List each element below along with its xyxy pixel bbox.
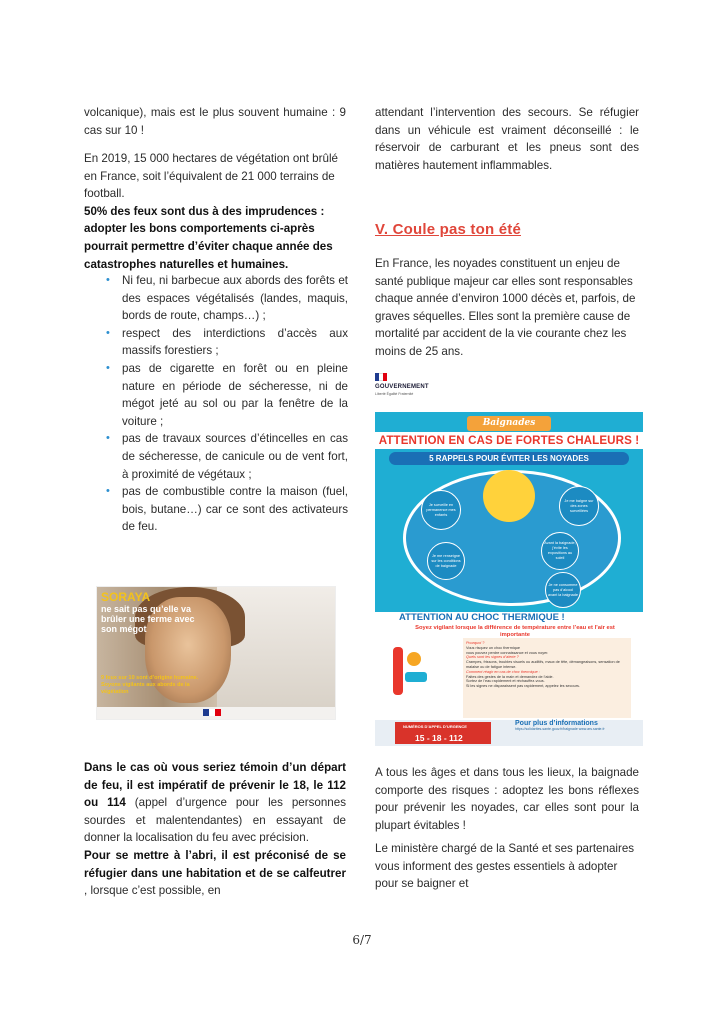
after-poster-text: A tous les âges et dans tous les lieux, la baignade comporte des risques : adoptez les bons réflexes pour prévenir les noyades, car elles sont pour la plupart évitables ! — [375, 766, 639, 832]
soraya-headline — [101, 591, 201, 634]
baignades-poster — [375, 412, 643, 746]
wave-icon — [405, 672, 427, 682]
small-sun-icon — [407, 652, 421, 666]
ministere-paragraph — [375, 840, 639, 893]
gov-label: GOUVERNEMENT — [375, 384, 429, 390]
info-line: Si les signes ne disparaissent pas rapidement, appelez les secours. — [466, 684, 580, 689]
list-item-text: pas de cigarette en forêt ou en pleine nature en période de sécheresse, ni de mégot jeté au sol ou par la fenêtre de la voiture ; — [122, 361, 348, 428]
intro-paragraph — [84, 104, 346, 139]
bullet-icon: • — [106, 326, 110, 339]
info-line: Pourquoi ? — [466, 641, 485, 645]
list-item — [104, 272, 348, 325]
list-item — [104, 360, 348, 430]
witness-rest: (appel d’urgence pour les personnes sourdes et malentendantes) en essayant de donner la localisation du feu avec précision. — [84, 796, 347, 845]
info-line: Comment réagir en cas de choc thermique : — [466, 669, 540, 674]
continuation-paragraph — [375, 104, 639, 174]
gouvernement-logo — [375, 373, 445, 396]
noyades-text: En France, les noyades constituent un enjeu de santé publique majeur car elles sont responsables chaque année d’environ 1000 décès et, parfois, de graves séquelles. Elles sont la première cause de mortalité par accident de la vie courante chez les moins de 25 ans. — [375, 257, 636, 358]
list-item — [104, 483, 348, 536]
soraya-text: ne sait pas qu’elle va brûler une ferme avec son mégot — [101, 604, 195, 634]
stats-block — [84, 150, 346, 273]
soraya-photo — [97, 587, 335, 707]
soraya-small-text: 9 feux sur 10 sont d’origine humaine. Soyons vigilants aux abords de la végétation — [101, 675, 199, 695]
poster-ribbon: Baignades — [467, 416, 551, 431]
info-line: Crampes, frissons, troubles visuels ou auditifs, maux de tête, démangeaisons, sensation de malaise ou de fatigue intense. — [466, 660, 620, 669]
marianne-flag-icon — [203, 709, 221, 716]
stats-text: En 2019, 15 000 hectares de végétation ont brûlé en France, soit l’équivalent de 21 000 terrains de football. — [84, 152, 338, 201]
more-info-box — [515, 720, 625, 732]
tip-text: Je ne consomme pas d’alcool avant la baignade — [548, 582, 578, 597]
tip-bubble — [427, 542, 465, 580]
soraya-name: SORAYA — [101, 590, 151, 604]
choc-info-box — [463, 638, 631, 718]
after-poster-paragraph — [375, 764, 639, 834]
info-line: Faites des gestes de la main et demandez de l’aide. — [466, 674, 554, 679]
intro-text: volcanique), mais est le plus souvent humaine : 9 cas sur 10 ! — [84, 106, 346, 137]
list-item-text: pas de combustible contre la maison (fuel, bois, butane…) car ce sont des activateurs de feu. — [122, 485, 348, 534]
emergency-label: NUMÉROS D’APPEL D’URGENCE — [403, 724, 467, 729]
page-number: 6/7 — [352, 933, 372, 947]
bullet-icon: • — [106, 274, 110, 286]
list-item — [104, 325, 348, 360]
list-item-text: respect des interdictions d’accès aux massifs forestiers ; — [122, 326, 348, 358]
bullet-icon: • — [106, 361, 110, 374]
list-item — [104, 430, 348, 483]
poster-headline: ATTENTION EN CAS DE FORTES CHALEURS ! — [375, 432, 643, 449]
tip-text: Avant la baignade, j’évite les expositions au soleil — [544, 541, 576, 560]
info-line: Quels sont les signes d’alerte ? — [466, 655, 519, 660]
list-item-text: pas de travaux sources d’étincelles en cas de sécheresse, de canicule ou de vent fort, à proximité de végétaux ; — [122, 432, 348, 481]
poster-subheadline: 5 RAPPELS POUR ÉVITER LES NOYADES — [389, 452, 629, 465]
choc-title: ATTENTION AU CHOC THERMIQUE ! — [399, 612, 565, 623]
marianne-icon — [375, 373, 387, 381]
fire-prevention-list — [104, 272, 348, 536]
gov-motto: Liberté Égalité Fraternité — [375, 392, 414, 396]
shelter-rest: , lorsque c’est possible, en — [84, 884, 221, 898]
shelter-bold: Pour se mettre à l’abri, il est préconisé de se réfugier dans une habitation et de se calfeutrer — [84, 848, 346, 880]
sun-icon — [483, 470, 535, 522]
bold-advice-text: 50% des feux sont dus à des imprudences : adopter les bons comportements ci-après pourrait permettre d’éviter chaque année des catastrophes naturelles et humaines. — [84, 204, 333, 271]
tip-text: Je me baigne sur des zones surveillées — [564, 498, 594, 513]
witness-paragraph — [84, 759, 346, 900]
continuation-text: attendant l’intervention des secours. Se réfugier dans un véhicule est vraiment déconseillé : le réservoir de carburant et les pneus sont des matières hautement inflammables. — [375, 106, 639, 172]
ministere-text: Le ministère chargé de la Santé et ses partenaires vous informent des gestes essentiels à adopter pour se baigner et — [375, 842, 635, 891]
bold-advice — [84, 203, 346, 273]
list-item-text: Ni feu, ni barbecue aux abords des forêts et des espaces végétalisés (landes, maquis, bords de route, champs…) ; — [122, 274, 348, 323]
more-info-urls: https://solidarites-sante.gouv.fr/baignade www.ars.sante.fr — [515, 727, 605, 731]
info-line: Sortez de l’eau rapidement et réchauffez-vous. — [466, 679, 545, 684]
tip-bubble — [541, 532, 579, 570]
tip-bubble — [545, 572, 581, 608]
info-line: vous pouvez perdre connaissance et vous noyer. — [466, 650, 549, 655]
tip-bubble — [421, 490, 461, 530]
tip-bubble — [559, 486, 599, 526]
witness-bold: Dans le cas où vous seriez témoin d’un départ de feu, il est impératif de prévenir le 18, le 112 ou 114 — [84, 761, 346, 810]
choc-subtitle: Soyez vigilant lorsque la différence de température entre l’eau et l’air est importante — [415, 625, 615, 638]
noyades-paragraph — [375, 255, 639, 361]
more-info-label: Pour plus d’informations — [515, 720, 598, 727]
emergency-numbers-box — [395, 722, 491, 744]
bullet-icon: • — [106, 432, 110, 445]
emergency-numbers: 15 - 18 - 112 — [415, 733, 463, 743]
tip-text: Je me renseigne sur les conditions de baignade — [431, 553, 461, 568]
tip-text: Je surveille en permanence mes enfants — [426, 502, 456, 517]
soraya-campaign-image — [96, 586, 336, 720]
section-title: V. Coule pas ton été — [375, 221, 521, 238]
thermometer-icon — [393, 647, 403, 695]
bullet-icon: • — [106, 485, 110, 498]
info-line: Vous risquez un choc thermique — [466, 645, 521, 650]
